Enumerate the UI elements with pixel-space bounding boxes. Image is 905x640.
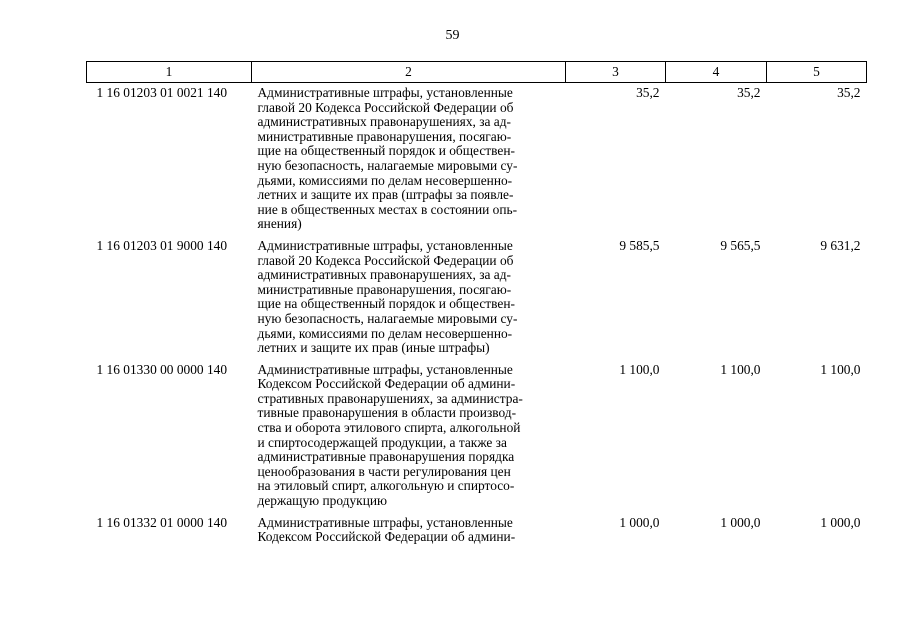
amount-col-3: 9 585,5	[619, 237, 660, 253]
revenue-description	[252, 360, 566, 513]
description-line: тивные правонарушения в области производ-	[257, 405, 517, 421]
description-line: административные правонарушения порядка	[257, 449, 515, 465]
table-row	[87, 513, 867, 549]
description-line: на этиловый спирт, алкогольную и спиртосо-	[257, 478, 515, 494]
description-line: ства и оборота этилового спирта, алкогольной	[257, 420, 521, 436]
description-line: ную безопасность, налагаемые мировыми су-	[257, 310, 518, 326]
description-line: ценообразования в части регулирования цен	[257, 463, 511, 479]
column-header-4: 4	[666, 62, 767, 83]
amount-col-4: 1 100,0	[720, 361, 761, 377]
description-line: летних и защите их прав (иные штрафы)	[257, 340, 490, 356]
table-body	[87, 83, 867, 549]
description-line: административных правонарушениях, за ад-	[257, 114, 512, 130]
description-line: главой 20 Кодекса Российской Федерации об	[257, 252, 514, 268]
amount-col-5: 35,2	[837, 85, 861, 100]
amount-col-3: 35,2	[636, 85, 660, 100]
revenue-description	[252, 513, 566, 549]
description-line: Кодексом Российской Федерации об админи-	[257, 529, 516, 545]
description-line: ную безопасность, налагаемые мировыми су-	[257, 157, 518, 173]
column-header-2: 2	[252, 62, 566, 83]
description-line: ние в общественных местах в состоянии опь-	[257, 201, 518, 217]
table-row	[87, 236, 867, 360]
description-line: министративные правонарушения, посягаю-	[257, 128, 512, 144]
revenue-description	[252, 236, 566, 360]
description-line: янения)	[257, 216, 302, 232]
revenue-code: 1 16 01330 00 0000 140	[96, 361, 228, 377]
revenue-code: 1 16 01332 01 0000 140	[96, 514, 228, 530]
column-header-3: 3	[566, 62, 666, 83]
amount-col-5: 9 631,2	[820, 237, 861, 253]
revenue-description	[252, 83, 566, 236]
column-header-5: 5	[767, 62, 867, 83]
revenue-code: 1 16 01203 01 9000 140	[96, 237, 228, 253]
table-row	[87, 360, 867, 513]
header-row	[87, 62, 867, 83]
amount-col-5: 1 000,0	[820, 514, 861, 530]
budget-table	[86, 61, 867, 549]
description-line: стративных правонарушениях, за администра-	[257, 390, 523, 406]
amount-col-5: 1 100,0	[820, 361, 861, 377]
description-line: летних и защите их прав (штрафы за появле-	[257, 187, 514, 203]
description-line: министративные правонарушения, посягаю-	[257, 281, 512, 297]
description-line: дьями, комиссиями по делам несовершенно-	[257, 325, 513, 341]
description-line: Административные штрафы, установленные	[257, 237, 513, 253]
revenue-code: 1 16 01203 01 0021 140	[96, 85, 228, 100]
amount-col-3: 1 100,0	[619, 361, 660, 377]
amount-col-4: 9 565,5	[720, 237, 761, 253]
description-line: дьями, комиссиями по делам несовершенно-	[257, 172, 513, 188]
table-row	[87, 83, 867, 236]
description-line: щие на общественный порядок и обществен-	[257, 296, 515, 312]
description-line: Административные штрафы, установленные	[257, 361, 513, 377]
description-line: административных правонарушениях, за ад-	[257, 267, 512, 283]
description-line: и спиртосодержащей продукции, а также за	[257, 434, 507, 450]
description-line: Административные штрафы, установленные	[257, 85, 513, 100]
amount-col-4: 1 000,0	[720, 514, 761, 530]
column-header-1: 1	[87, 62, 252, 83]
amount-col-3: 1 000,0	[619, 514, 660, 530]
description-line: щие на общественный порядок и обществен-	[257, 143, 515, 159]
description-line: Административные штрафы, установленные	[257, 514, 513, 530]
page-number: 59	[445, 28, 460, 43]
description-line: главой 20 Кодекса Российской Федерации об	[257, 99, 514, 115]
description-line: Кодексом Российской Федерации об админи-	[257, 376, 516, 392]
description-line: держащую продукцию	[257, 493, 388, 509]
amount-col-4: 35,2	[737, 85, 761, 100]
